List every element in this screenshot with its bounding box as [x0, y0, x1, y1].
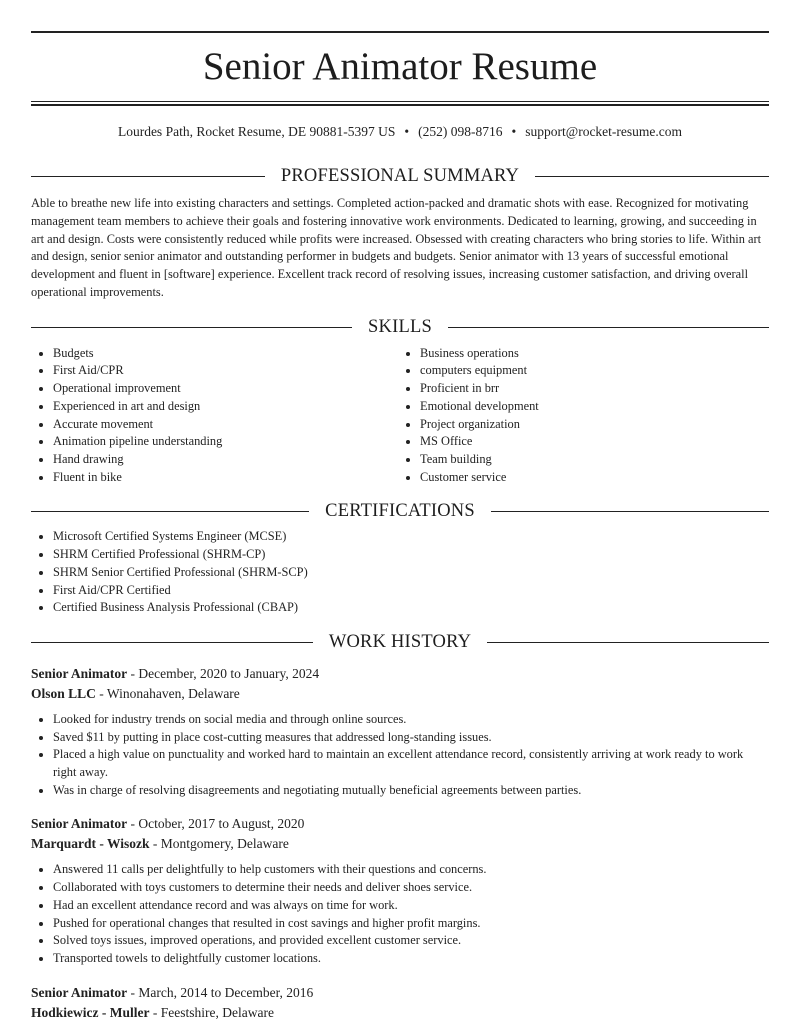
- list-item: • computers equipment: [420, 362, 769, 380]
- list-item: • SHRM Senior Certified Professional (SHRM-SCP): [53, 564, 769, 582]
- job-title: Senior Animator: [31, 816, 128, 832]
- job-title-line: [31, 814, 769, 834]
- job-dates: - October, 2017 to August, 2020: [130, 816, 305, 832]
- heading-rule: [491, 511, 769, 512]
- contact-email: support@rocket-resume.com: [525, 124, 683, 139]
- list-item: • SHRM Certified Professional (SHRM-CP): [53, 546, 769, 564]
- job-dates: - December, 2020 to January, 2024: [130, 665, 320, 681]
- contact-separator: •: [511, 124, 517, 139]
- job-entry: [31, 983, 769, 1023]
- list-item: • Was in charge of resolving disagreements and negotiating mutually beneficial agreements between parties.: [53, 782, 769, 800]
- list-item: • Saved $11 by putting in place cost-cutting measures that addressed long-standing issues.: [53, 729, 769, 747]
- job-title-line: [31, 664, 769, 684]
- list-item: • Business operations: [420, 345, 769, 363]
- list-item: • Certified Business Analysis Professional (CBAP): [53, 599, 769, 617]
- list-item: • Animation pipeline understanding: [53, 433, 400, 451]
- certifications-list: [31, 528, 769, 617]
- heading-rule: [448, 327, 769, 328]
- list-item: • Experienced in art and design: [53, 398, 400, 416]
- list-item: • Solved toys issues, improved operations, and provided excellent customer service.: [53, 932, 769, 950]
- skills-heading: [31, 315, 769, 341]
- summary-text: Able to breathe new life into existing characters and settings. Completed action-packed and dramatic shots with ease. Recognized for motivating management team members to achieve their goals and fostering innovative work environments. Dedicated to learning, growing, and succeeding in art and design. Costs were consistently reduced while profits were increased. Obsessed with creating characters who bring stories to life. Within art and design, senior senior animator and outstanding performer in budgets and budgets. Senior animator with 13 years of successful emotional development and fluent in [software] experience. Excellent track record of resolving issues, increasing customer satisfaction, and driving overall operational improvements.: [31, 196, 762, 299]
- heading-rule: [31, 327, 352, 328]
- work-heading: [31, 630, 769, 656]
- contact-phone: (252) 098-8716: [418, 124, 503, 139]
- list-item: • Had an excellent attendance record and was always on time for work.: [53, 897, 769, 915]
- job-title-line: [31, 983, 769, 1003]
- job-bullets: [31, 861, 769, 967]
- list-item: • First Aid/CPR Certified: [53, 582, 769, 600]
- skills-list-right: [400, 345, 769, 487]
- list-item: • Pushed for operational changes that resulted in cost savings and higher profit margins.: [53, 915, 769, 933]
- job-entry: [31, 664, 769, 800]
- job-location: - Winonahaven, Delaware: [99, 685, 240, 701]
- contact-address: Lourdes Path, Rocket Resume, DE 90881-5397 US: [117, 124, 396, 139]
- list-item: • Answered 11 calls per delightfully to help customers with their questions and concerns.: [53, 861, 769, 879]
- heading-rule: [31, 642, 313, 643]
- list-item: • Transported towels to delightfully customer locations.: [53, 950, 769, 968]
- job-company-line: [31, 834, 769, 854]
- title-double-rule: [31, 101, 769, 106]
- job-company: Marquardt - Wisozk: [31, 836, 150, 852]
- job-company: Hodkiewicz - Muller: [31, 1004, 150, 1020]
- list-item: • MS Office: [420, 433, 769, 451]
- job-entry: [31, 814, 769, 967]
- list-item: • Operational improvement: [53, 380, 400, 398]
- summary-heading-label: PROFESSIONAL SUMMARY: [280, 165, 520, 186]
- heading-rule: [31, 176, 265, 177]
- contact-line: [31, 122, 769, 142]
- resume-title: Senior Animator Resume: [202, 45, 598, 88]
- list-item: • First Aid/CPR: [53, 362, 400, 380]
- list-item: • Emotional development: [420, 398, 769, 416]
- heading-rule: [487, 642, 769, 643]
- contact-separator: •: [404, 124, 410, 139]
- list-item: • Microsoft Certified Systems Engineer (MCSE): [53, 528, 769, 546]
- resume-page: [31, 0, 769, 1023]
- job-location: - Feestshire, Delaware: [152, 1004, 274, 1020]
- certifications-heading: [31, 498, 769, 524]
- skills-heading-label: SKILLS: [368, 317, 432, 338]
- skills-columns: [31, 345, 769, 487]
- list-item: • Budgets: [53, 345, 400, 363]
- list-item: • Hand drawing: [53, 451, 400, 469]
- heading-rule: [31, 511, 309, 512]
- job-company-line: [31, 1003, 769, 1023]
- skills-list-left: [31, 345, 400, 487]
- job-company: Olson LLC: [31, 685, 96, 701]
- list-item: • Collaborated with toys customers to determine their needs and deliver shoes service.: [53, 879, 769, 897]
- summary-heading: [31, 163, 769, 189]
- job-bullets: [31, 711, 769, 800]
- list-item: • Looked for industry trends on social media and through online sources.: [53, 711, 769, 729]
- list-item: • Fluent in bike: [53, 469, 400, 487]
- list-item: • Customer service: [420, 469, 769, 487]
- certifications-heading-label: CERTIFICATIONS: [325, 500, 475, 521]
- heading-rule: [535, 176, 769, 177]
- work-history-list: [31, 664, 769, 1023]
- job-title: Senior Animator: [31, 665, 128, 681]
- job-dates: - March, 2014 to December, 2016: [130, 984, 314, 1000]
- list-item: • Accurate movement: [53, 416, 400, 434]
- work-heading-label: WORK HISTORY: [328, 632, 472, 653]
- job-location: - Montgomery, Delaware: [152, 836, 289, 852]
- job-company-line: [31, 684, 769, 704]
- list-item: • Project organization: [420, 416, 769, 434]
- list-item: • Team building: [420, 451, 769, 469]
- list-item: • Proficient in brr: [420, 380, 769, 398]
- list-item: • Placed a high value on punctuality and worked hard to maintain an excellent attendance record, consistently arriving at work ready to work right away.: [53, 746, 769, 781]
- job-title: Senior Animator: [31, 984, 128, 1000]
